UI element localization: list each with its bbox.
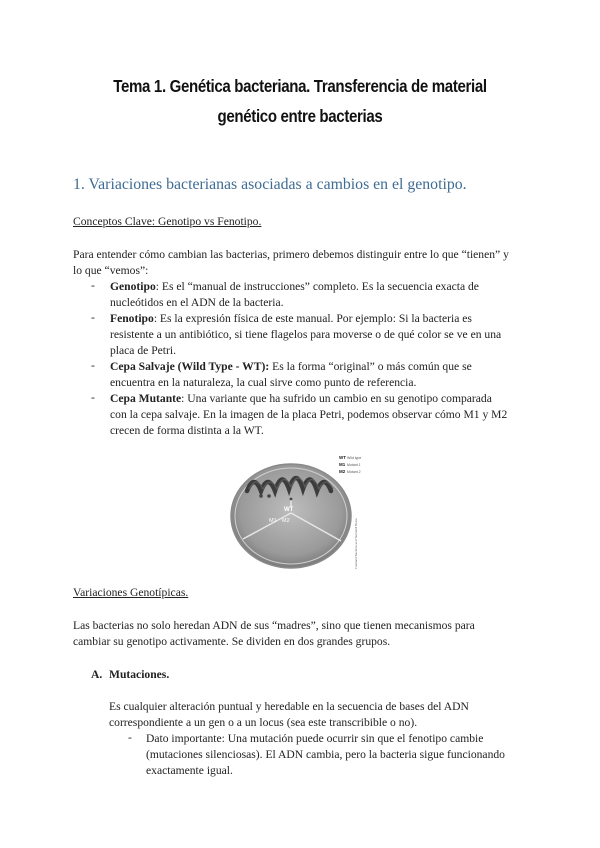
bullet-term: Cepa Salvaje (Wild Type - WT):	[110, 360, 270, 373]
dato-line: exactamente igual.	[146, 764, 233, 777]
bullet-text: Es la forma “original” o más común que se	[269, 360, 472, 373]
bullet-cepa-mutante	[110, 391, 530, 439]
variations-line-1: Las bacterias no solo heredan ADN de sus “madres”, sino que tienen mecanismos para	[73, 619, 475, 632]
intro-line-1: Para entender cómo cambian las bacterias, primero debemos distinguir entre lo que “tienen” y	[73, 248, 509, 261]
variations-line-2: cambiar su genotipo activamente. Se dividen en dos grandes grupos.	[73, 635, 391, 648]
intro-line-2: lo que “vemos”:	[73, 264, 149, 277]
label-wt: WT	[284, 507, 294, 513]
petri-dish-illustration	[229, 451, 361, 569]
bullet-text: encuentra en la naturaleza, la cual sirve como punto de referencia.	[110, 376, 417, 389]
bullet-text: : Es el “manual de instrucciones” completo. Es la secuencia exacta de	[155, 280, 479, 293]
section-1-heading: 1. Variaciones bacterianas asociadas a cambios en el genotipo.	[73, 176, 467, 193]
mutation-line-1: Es cualquier alteración puntual y heredable en la secuencia de bases del ADN	[109, 700, 469, 713]
bullet-text: : Una variante que ha sufrido un cambio en su genotipo comparada	[181, 392, 492, 405]
variations-heading: Variaciones Genotípicas.	[73, 586, 189, 599]
legend-key: M2	[339, 469, 346, 474]
dato-line: (mutaciones silenciosas). El ADN cambia, pero la bacteria sigue funcionando	[146, 748, 505, 761]
concepts-heading: Conceptos Clave: Genotipo vs Fenotipo.	[73, 215, 262, 228]
page-title-line-2: genético entre bacterias	[217, 106, 383, 126]
bullet-genotipo	[110, 279, 530, 311]
bullet-dash: -	[91, 359, 95, 372]
petri-dish-figure	[229, 451, 361, 569]
bullet-dash: -	[91, 391, 95, 404]
section-a-label: A.	[91, 668, 103, 681]
legend-desc: Mutant 2	[347, 470, 361, 474]
dato-line: Dato importante: Una mutación puede ocurrir sin que el fenotipo cambie	[146, 732, 484, 745]
legend-key: M1	[339, 462, 346, 467]
section-a-title: Mutaciones.	[109, 668, 170, 681]
bullet-text: : Es la expresión física de este manual. Por ejemplo: Si la bacteria es	[153, 312, 472, 325]
bullet-text: nucleótidos en el ADN de la bacteria.	[110, 296, 284, 309]
bullet-dash: -	[128, 731, 132, 744]
bullet-text: crecen de forma distinta a la WT.	[110, 424, 264, 437]
page-title-line-1: Tema 1. Genética bacteriana. Transferencia de material	[113, 76, 487, 96]
bullet-text: resistente a un antibiótico, si tiene flagelos para moverse o de qué color se ve en una	[110, 328, 502, 341]
bullet-cepa-salvaje	[110, 359, 530, 391]
bullet-term: Genotipo	[110, 280, 156, 293]
legend-desc: Wild type	[347, 456, 361, 460]
bullet-fenotipo	[110, 311, 530, 359]
label-m2: M2	[282, 518, 290, 524]
bullet-term: Fenotipo	[110, 312, 154, 325]
bullet-text: con la cepa salvaje. En la imagen de la placa Petri, podemos observar cómo M1 y M2	[110, 408, 508, 421]
legend-key: WT	[339, 455, 346, 460]
bullet-dash: -	[91, 279, 95, 292]
mutation-line-2: correspondiente a un gen o a un locus (sea este transcribible o no).	[109, 716, 418, 729]
label-m1: M1	[269, 518, 277, 524]
bullet-dash: -	[91, 311, 95, 324]
figure-credit: Freeland Bacteria and Tannahill Bruce	[354, 518, 358, 569]
bullet-text: placa de Petri.	[110, 344, 176, 357]
dato-importante	[146, 731, 505, 779]
bullet-term: Cepa Mutante	[110, 392, 182, 405]
legend-desc: Mutant 1	[347, 463, 361, 467]
figure-legend	[339, 455, 361, 474]
